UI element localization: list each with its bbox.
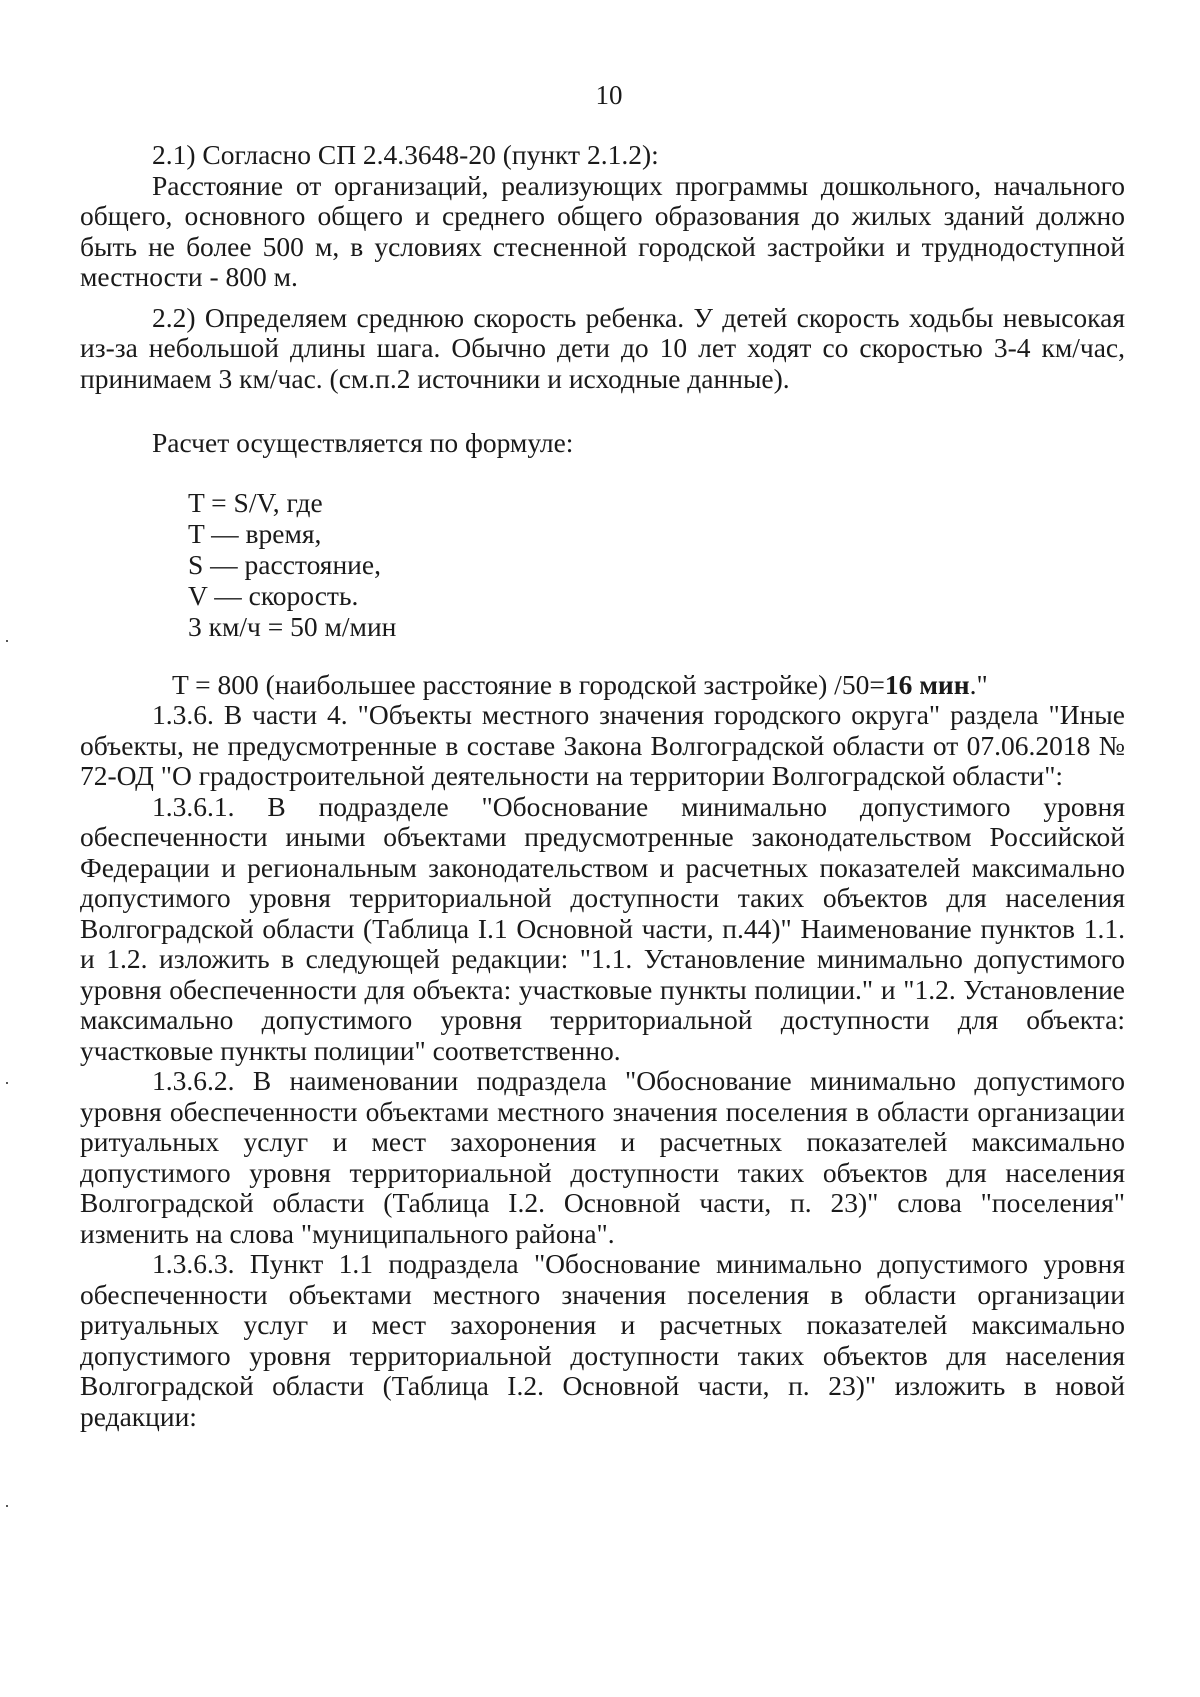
page-number: 10: [595, 80, 623, 110]
result-prefix: T = 800 (наибольшее расстояние в городской застройке) /50=: [172, 668, 885, 700]
section-2-2-text: 2.2) Определяем среднюю скорость ребенка. У детей скорость ходьбы невысокая из-за небольшой длины шага. Обычно дети до 10 лет ходят со скоростью 3-4 км/час, принимаем 3 км/час. (см.п.2 источники и исходные данные).: [80, 301, 1125, 394]
paragraph-1-3-6-3: 1.3.6.3. Пункт 1.1 подраздела "Обоснование минимально допустимого уровня обеспеченности объектами местного значения поселения в области организации ритуальных услуг и мест захоронения и расчетных показателей максимально допустимого уровня территориальной доступности таких объектов для населения Волгоградской области (Таблица I.2. Основной части, п. 23)" изложить в новой редакции:: [80, 1248, 1125, 1432]
paragraph-1-3-6-2: 1.3.6.2. В наименовании подраздела "Обоснование минимально допустимого уровня обеспеченности объектами местного значения поселения в области организации ритуальных услуг и мест захоронения и расчетных показателей максимально допустимого уровня территориальной доступности таких объектов для населения Волгоградской области (Таблица I.2. Основной части, п. 23)" слова "поселения" изменить на слова "муниципального района".: [80, 1065, 1125, 1249]
formula-block: [188, 487, 1125, 642]
formula-line: 3 км/ч = 50 м/мин: [188, 610, 397, 642]
section-2-1-text: Расстояние от организаций, реализующих программы дошкольного, начального общего, основного общего и среднего общего образования до жилых зданий должно быть не более 500 м, в условиях стесненной городской застройки и труднодоступной местности - 800 м.: [80, 169, 1125, 292]
result-value: 16 мин: [884, 668, 970, 700]
scan-speck: [6, 1505, 8, 1507]
scan-speck: [6, 640, 8, 642]
formula-line: V — скорость.: [188, 579, 359, 611]
result-suffix: .": [969, 668, 988, 700]
paragraph-1-3-6: 1.3.6. В части 4. "Объекты местного значения городского округа" раздела "Иные объекты, не предусмотренные в составе Закона Волгоградской области от 07.06.2018 № 72-ОД "О градостроительной деятельности на территории Волгоградской области":: [80, 699, 1125, 791]
formula-line: T = S/V, где: [188, 486, 323, 518]
paragraph-1-3-6-1: 1.3.6.1. В подразделе "Обоснование минимально допустимого уровня обеспеченности иными объектами предусмотренные законодательством Российской Федерации и региональным законодательством и расчетных показателей максимально допустимого уровня территориальной доступности таких объектов для населения Волгоградской области (Таблица I.1 Основной части, п.44)" Наименование пунктов 1.1. и 1.2. изложить в следующей редакции: "1.1. Установление минимально допустимого уровня обеспеченности для объекта: участковые пункты полиции." и "1.2. Установление максимально допустимого уровня территориальной доступности для объекта: участковые пункты полиции" соответственно.: [80, 790, 1125, 1066]
formula-line: S — расстояние,: [188, 548, 381, 580]
calculation-result: [80, 670, 1125, 701]
scan-speck: [6, 1082, 8, 1084]
calculation-intro: Расчет осуществляется по формуле:: [152, 427, 574, 458]
formula-line: T — время,: [188, 517, 322, 549]
document-body: [80, 140, 1125, 1432]
section-2-1-title: 2.1) Согласно СП 2.4.3648-20 (пункт 2.1.2):: [152, 139, 659, 170]
